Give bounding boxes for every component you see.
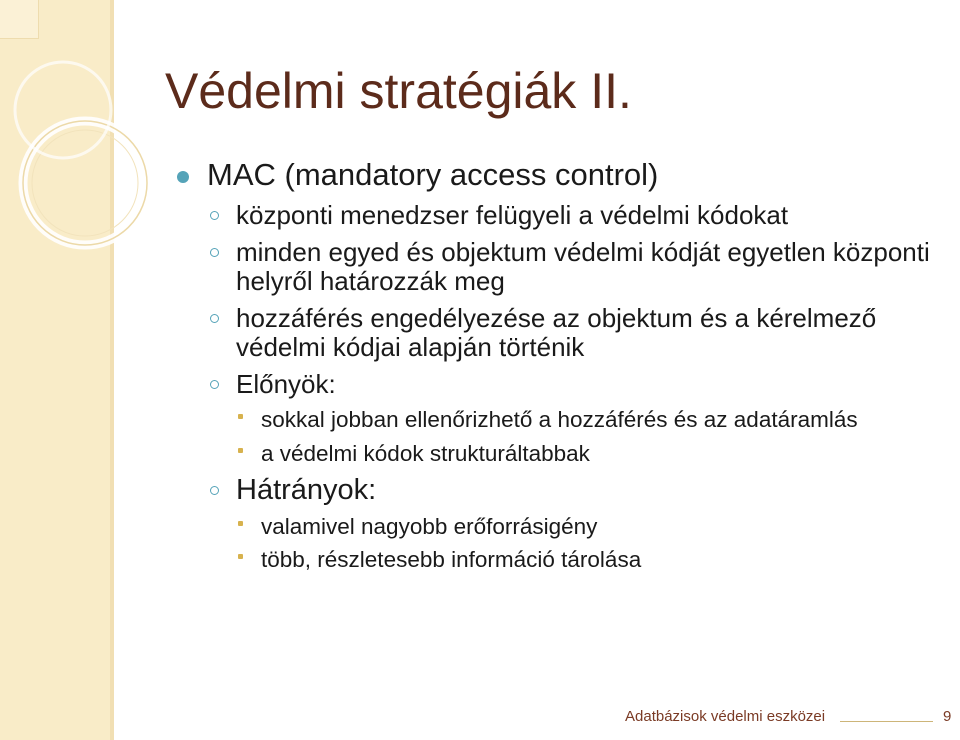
page-number: 9 [943,708,952,725]
list-item [165,514,945,539]
list-item-text: valamivel nagyobb erőforrásigény [261,514,598,540]
bullet-ring-icon [210,211,219,220]
list-item-text: központi menedzser felügyeli a védelmi kódokat [236,199,789,230]
list-item [165,547,945,572]
bullet-ring-icon [210,486,219,495]
bullet-square-icon [238,414,243,419]
footer-text: Adatbázisok védelmi eszközei [625,708,826,725]
list-item [165,407,945,432]
list-item [165,238,945,296]
bullet-dot-icon [177,171,189,183]
bullet-list [165,158,945,581]
list-item-text: a védelmi kódok strukturáltabbak [261,440,590,466]
circle-ornament-icon [0,0,160,260]
list-item-text: hozzáférés engedélyezése az objektum és a kérelmező védelmi kódjai alapján történik [236,303,877,363]
list-item [165,304,945,362]
bullet-square-icon [238,554,243,559]
list-item-text: MAC (mandatory access control) [207,157,659,192]
list-item [165,158,945,193]
list-item [165,201,945,230]
bullet-square-icon [238,521,243,526]
bullet-square-icon [238,448,243,453]
list-item-text: Hátrányok: [236,473,377,506]
bullet-ring-icon [210,380,219,389]
slide-title: Védelmi stratégiák II. [165,63,632,119]
bullet-ring-icon [210,314,219,323]
bullet-ring-icon [210,248,219,257]
list-item-text: minden egyed és objektum védelmi kódját egyetlen központi helyről határozzák meg [236,236,930,296]
list-item [165,474,945,506]
footer-divider [840,721,933,722]
list-item-text: sokkal jobban ellenőrizhető a hozzáférés és az adatáramlás [261,407,858,433]
list-item [165,370,945,399]
list-item-text: több, részletesebb információ tárolása [261,547,642,573]
list-item-text: Előnyök: [236,369,336,400]
list-item [165,441,945,466]
